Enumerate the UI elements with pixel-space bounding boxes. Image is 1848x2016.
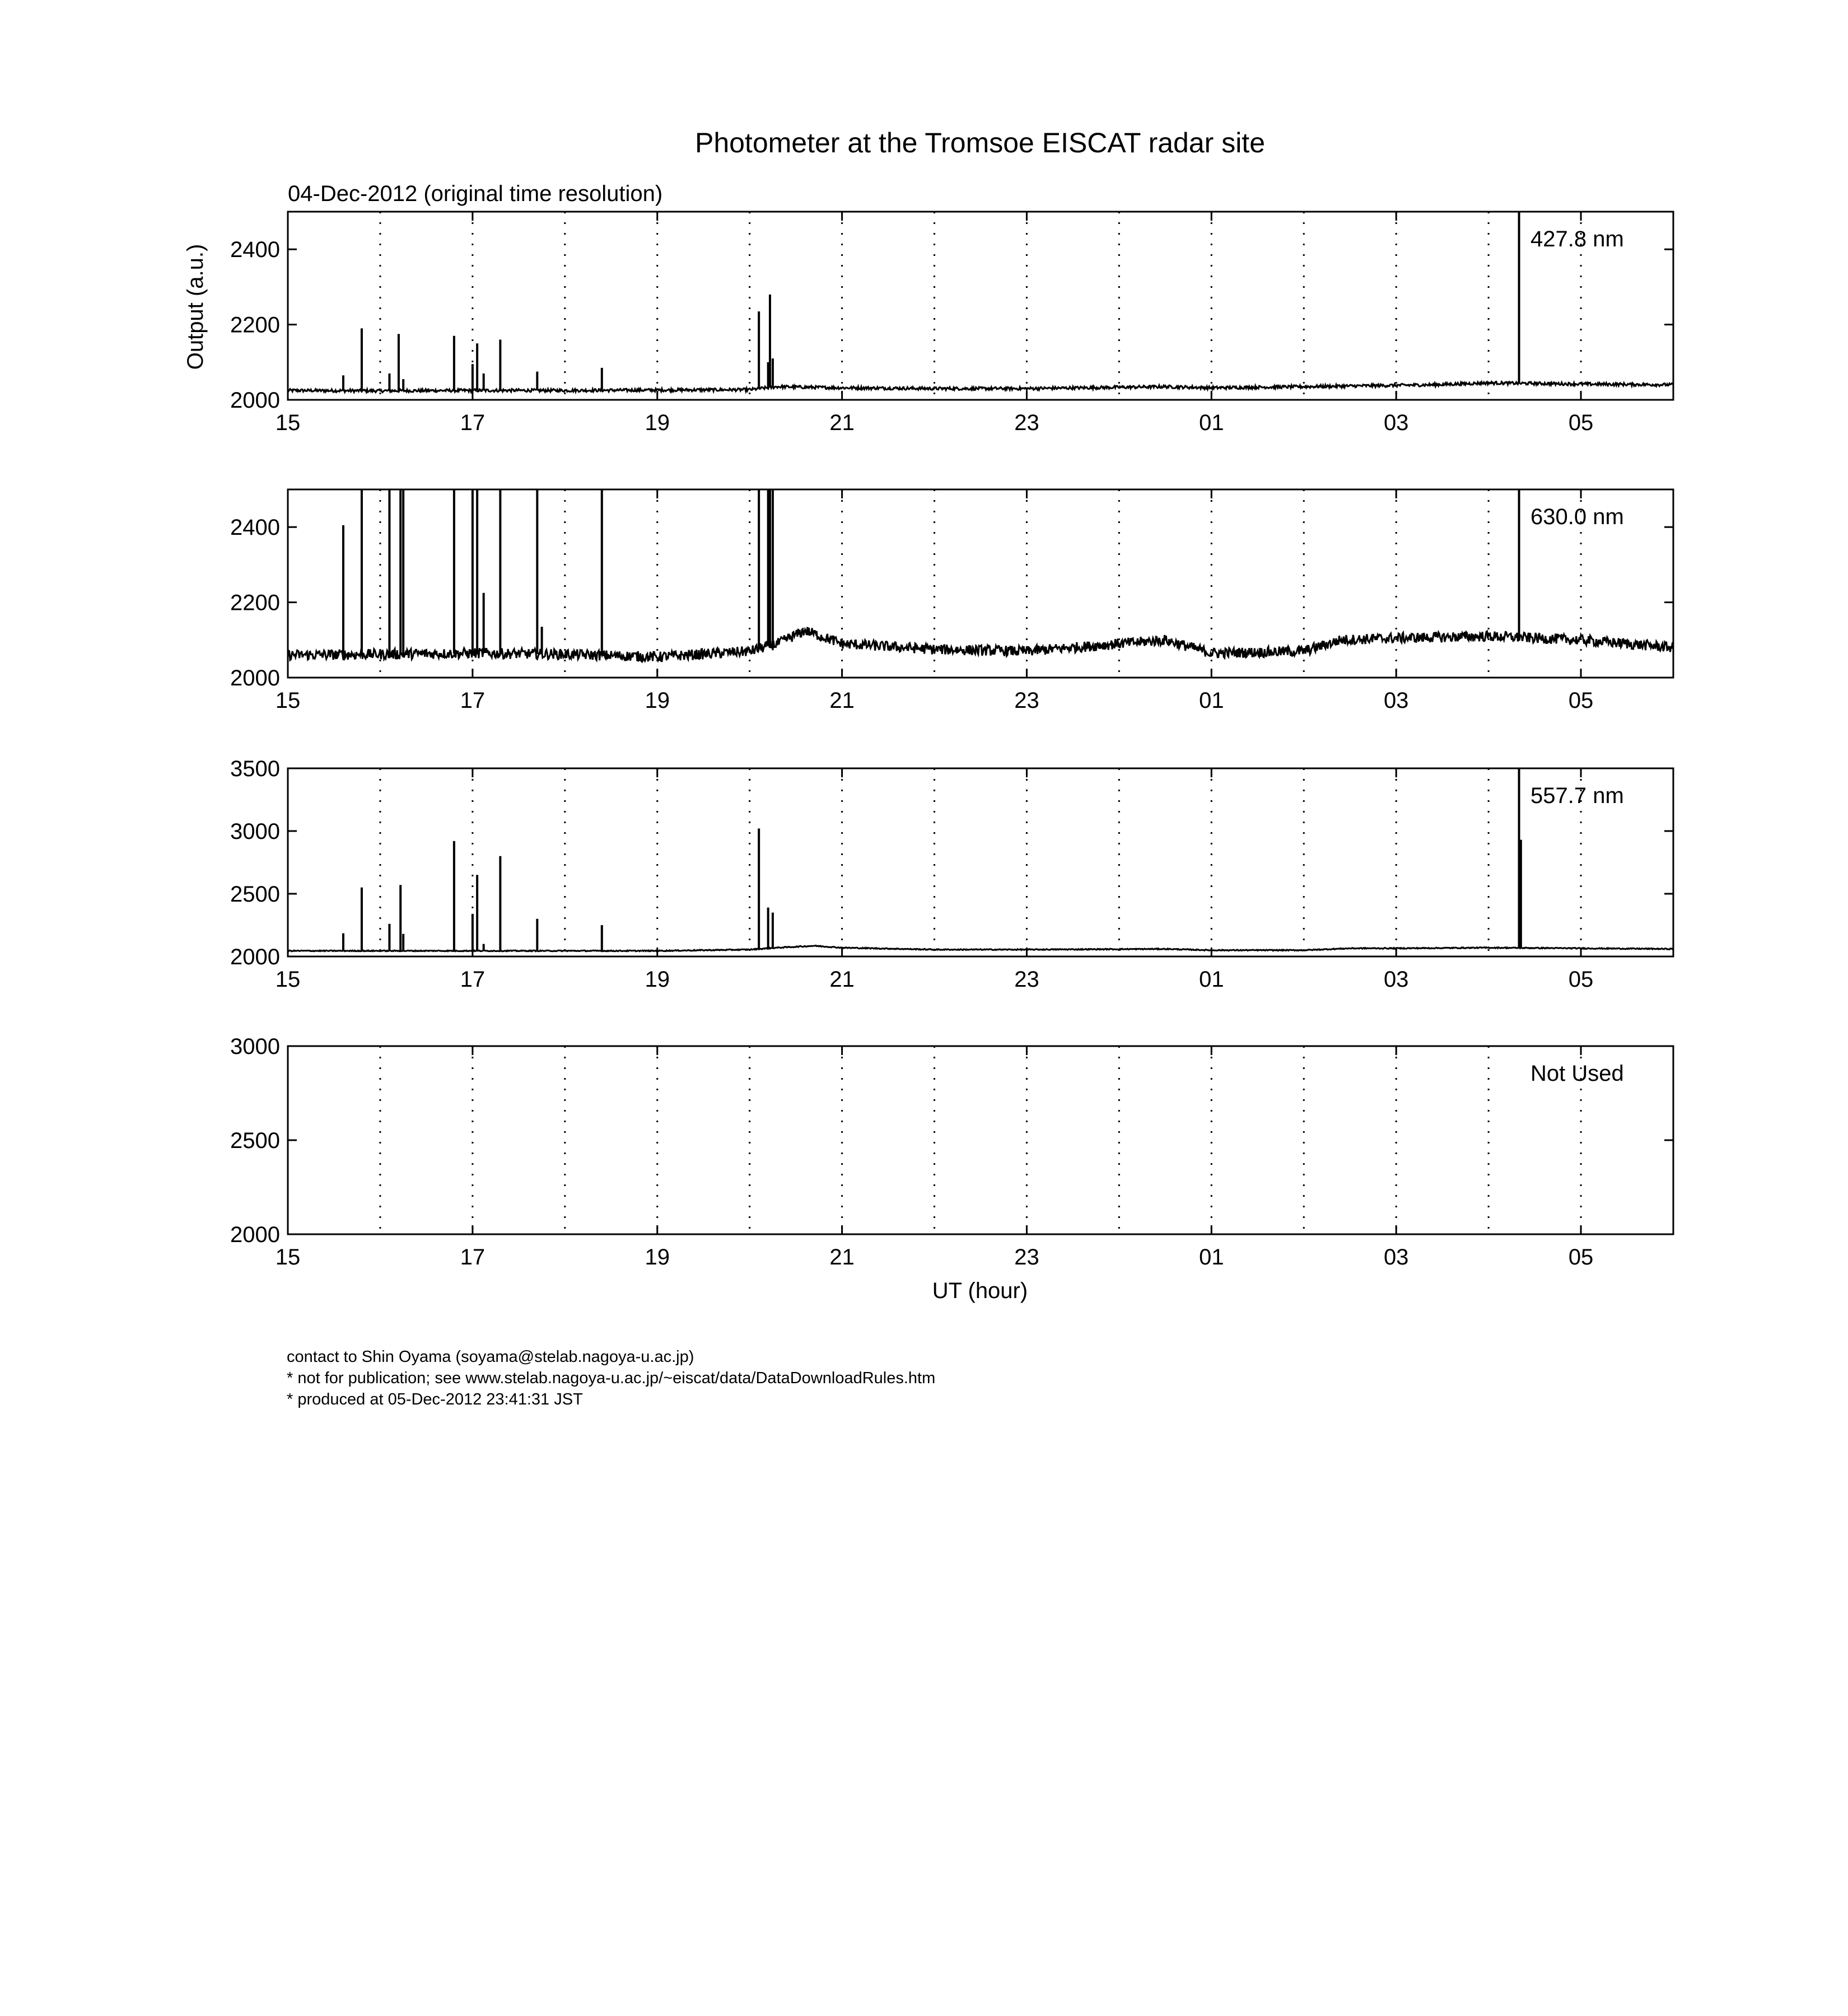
y-tick-label: 3000 (230, 1034, 280, 1059)
x-tick-label: 19 (645, 410, 670, 435)
series-line (288, 627, 1673, 662)
x-tick-label: 21 (829, 1245, 855, 1270)
x-tick-label: 03 (1383, 688, 1409, 713)
x-axis-label: UT (hour) (932, 1278, 1028, 1303)
x-tick-label: 21 (829, 688, 855, 713)
x-tick-label: 01 (1199, 1245, 1224, 1270)
x-tick-label: 17 (460, 688, 486, 713)
y-tick-label: 2000 (230, 1222, 280, 1247)
x-tick-label: 23 (1014, 967, 1039, 992)
x-tick-label: 17 (460, 410, 486, 435)
panel-wavelength-label: 630.0 nm (1530, 505, 1624, 529)
y-tick-label: 2000 (230, 666, 280, 690)
y-tick-label: 3000 (230, 819, 280, 844)
x-tick-label: 19 (645, 967, 670, 992)
x-tick-label: 19 (645, 1245, 670, 1270)
panel-4 (230, 1034, 1673, 1270)
panel-wavelength-label: 557.7 nm (1530, 783, 1624, 808)
y-axis-label: Output (a.u.) (183, 244, 208, 370)
y-tick-label: 2500 (230, 882, 280, 907)
x-tick-label: 03 (1383, 410, 1409, 435)
y-tick-label: 2200 (230, 312, 280, 338)
panel-frame (288, 212, 1673, 400)
y-tick-label: 2200 (230, 590, 280, 615)
y-tick-label: 2000 (230, 388, 280, 413)
panels-group (230, 212, 1673, 1270)
series-line (288, 945, 1673, 951)
figure-subtitle: 04-Dec-2012 (original time resolution) (288, 181, 663, 206)
x-tick-label: 03 (1383, 1245, 1409, 1270)
y-tick-label: 2000 (230, 945, 280, 969)
y-tick-label: 3500 (230, 757, 280, 781)
panel-2 (230, 489, 1673, 713)
panel-wavelength-label: 427.8 nm (1530, 227, 1624, 251)
x-tick-label: 05 (1568, 967, 1594, 992)
panel-frame (288, 1046, 1673, 1234)
series-line (288, 382, 1673, 393)
x-tick-label: 05 (1568, 410, 1594, 435)
panel-frame (288, 489, 1673, 678)
footer-note: * not for publication; see www.stelab.nagoya-u.ac.jp/~eiscat/data/DataDownloadRules.htm (287, 1369, 936, 1387)
panel-frame (288, 768, 1673, 956)
x-tick-label: 05 (1568, 1245, 1594, 1270)
y-tick-label: 2400 (230, 237, 280, 263)
x-tick-label: 23 (1014, 410, 1039, 435)
x-tick-label: 01 (1199, 688, 1224, 713)
y-tick-label: 2500 (230, 1128, 280, 1153)
x-tick-label: 01 (1199, 410, 1224, 435)
x-tick-label: 05 (1568, 688, 1594, 713)
x-tick-label: 19 (645, 688, 670, 713)
figure-title: Photometer at the Tromsoe EISCAT radar site (694, 127, 1266, 158)
y-tick-label: 2400 (230, 515, 280, 540)
x-tick-label: 15 (275, 410, 301, 435)
x-tick-label: 01 (1199, 967, 1224, 992)
x-tick-label: 17 (460, 967, 486, 992)
x-tick-label: 21 (829, 410, 855, 435)
x-tick-label: 15 (275, 1245, 301, 1270)
x-tick-label: 23 (1014, 688, 1039, 713)
x-tick-label: 03 (1383, 967, 1409, 992)
x-tick-label: 15 (275, 967, 301, 992)
panel-3 (230, 757, 1673, 992)
footer (287, 1346, 935, 1410)
x-tick-label: 21 (829, 967, 855, 992)
footer-produced: * produced at 05-Dec-2012 23:41:31 JST (287, 1390, 583, 1408)
x-tick-label: 17 (460, 1245, 486, 1270)
x-tick-label: 23 (1014, 1245, 1039, 1270)
panel-wavelength-label: Not Used (1530, 1061, 1624, 1086)
footer-contact: contact to Shin Oyama (soyama@stelab.nagoya-u.ac.jp) (287, 1348, 694, 1366)
x-tick-label: 15 (275, 688, 301, 713)
panel-1 (230, 212, 1673, 435)
